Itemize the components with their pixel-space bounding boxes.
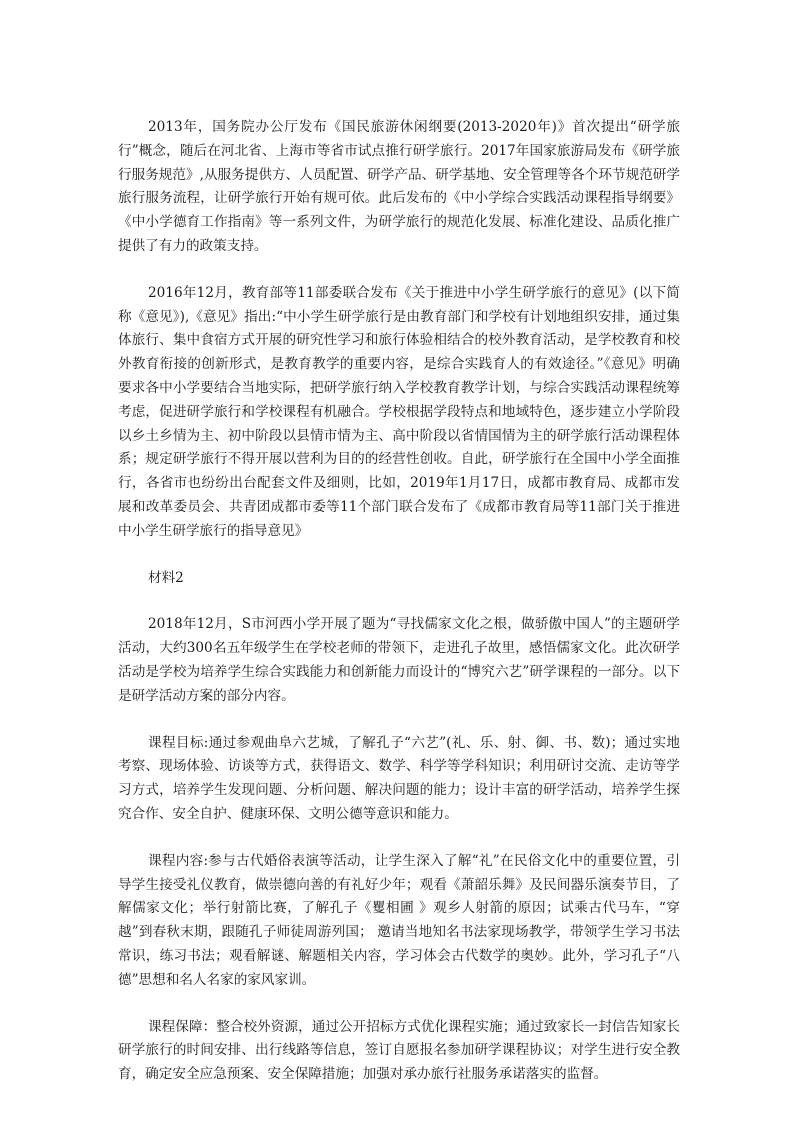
document-page: [118, 116, 680, 1110]
material-heading: 材料2: [148, 569, 184, 586]
paragraph-course-goals: 课程目标:通过参观曲阜六艺城，了解孔子“六艺”(礼、乐、射、御、书、数)；通过实地考察、现场体验、访谈等方式，获得语文、数学、科学等学科知识；利用研讨交流、走访等学习方式，培养学生发现问题、分析问题、解决问题的能力；设计丰富的研学活动，培养学生探究合作、安全自护、健康环保、文明公德等意识和能力。: [118, 734, 680, 822]
paragraph-course-content: 课程内容:参与古代婚俗表演等活动，让学生深入了解“礼”在民俗文化中的重要位置，引导学生接受礼仪教育，做崇德向善的有礼好少年；观看《萧韶乐舞》及民间器乐演奏节目，了解儒家文化；举行射箭比赛，了解孔子《矍相圃 》观乡人射箭的原因；试乘古代马车，“穿越”到春秋末期，跟随孔子师徒周游列国； 邀请当地知名书法家现场教学，带领学生学习书法常识，练习书法；观看解谜、解题相关内容，学习体会古代数学的奥妙。此外，学习孔子“八德”思想和名人名家的家风家训。: [118, 852, 680, 988]
paragraph-ministry-opinion: 2016年12月，教育部等11部委联合发布《关于推进中小学生研学旅行的意见》(以下简称《意见》),《意见》指出:“中小学生研学旅行是由教育部门和学校有计划地组织安排，通过集体旅行、集中食宿方式开展的研究性学习和旅行体验相结合的校外教育活动，是学校教育和校外教育衔接的创新形式，是教育教学的重要内容，是综合实践育人的有效途径。”《意见》明确要求各中小学要结合当地实际，把研学旅行纳入学校教育教学计划，与综合实践活动课程统筹考虑，促进研学旅行和学校课程有机融合。学校根据学段特点和地域特色，逐步建立小学阶段以乡土乡情为主、初中阶段以县情市情为主、高中阶段以省情国情为主的研学旅行活动课程体系；规定研学旅行不得开展以营利为目的的经营性创收。自此，研学旅行在全国中小学全面推行，各省市也纷纷出台配套文件及细则，比如，2019年1月17日，成都市教育局、成都市发展和改革委员会、共青团成都市委等11个部门联合发布了《成都市教育局等11部门关于推进中小学生研学旅行的指导意见》: [118, 284, 680, 539]
paragraph-policy-history: 2013年，国务院办公厅发布《国民旅游休闲纲要(2013-2020年)》首次提出“研学旅行”概念，随后在河北省、上海市等省市试点推行研学旅行。2017年国家旅游局发布《研学旅行服务规范》,从服务提供方、人员配置、研学产品、研学基地、安全管理等各个环节规范研学旅行服务流程，让研学旅行开始有规可依。此后发布的《中小学综合实践活动课程指导纲要》《中小学德育工作指南》等一系列文件，为研学旅行的规范化发展、标准化建设、品质化推广提供了有力的政策支持。: [118, 119, 680, 254]
paragraph-study-activity: 2018年12月，S市河西小学开展了题为“寻找儒家文化之根，做骄傲中国人”的主题研学活动，大约300名五年级学生在学校老师的带领下，走进孔子故里，感悟儒家文化。此次研学活动是学校为培养学生综合实践能力和创新能力而设计的“博究六艺”研学课程的一部分。以下是研学活动方案的部分内容。: [118, 616, 680, 704]
paragraph-course-guarantee: 课程保障：整合校外资源，通过公开招标方式优化课程实施；通过致家长一封信告知家长研学旅行的时间安排、出行线路等信息，签订自愿报名参加研学课程协议；对学生进行安全教育，确定安全应急预案、安全保障措施；加强对承办旅行社服务承诺落实的监督。: [118, 1018, 680, 1083]
